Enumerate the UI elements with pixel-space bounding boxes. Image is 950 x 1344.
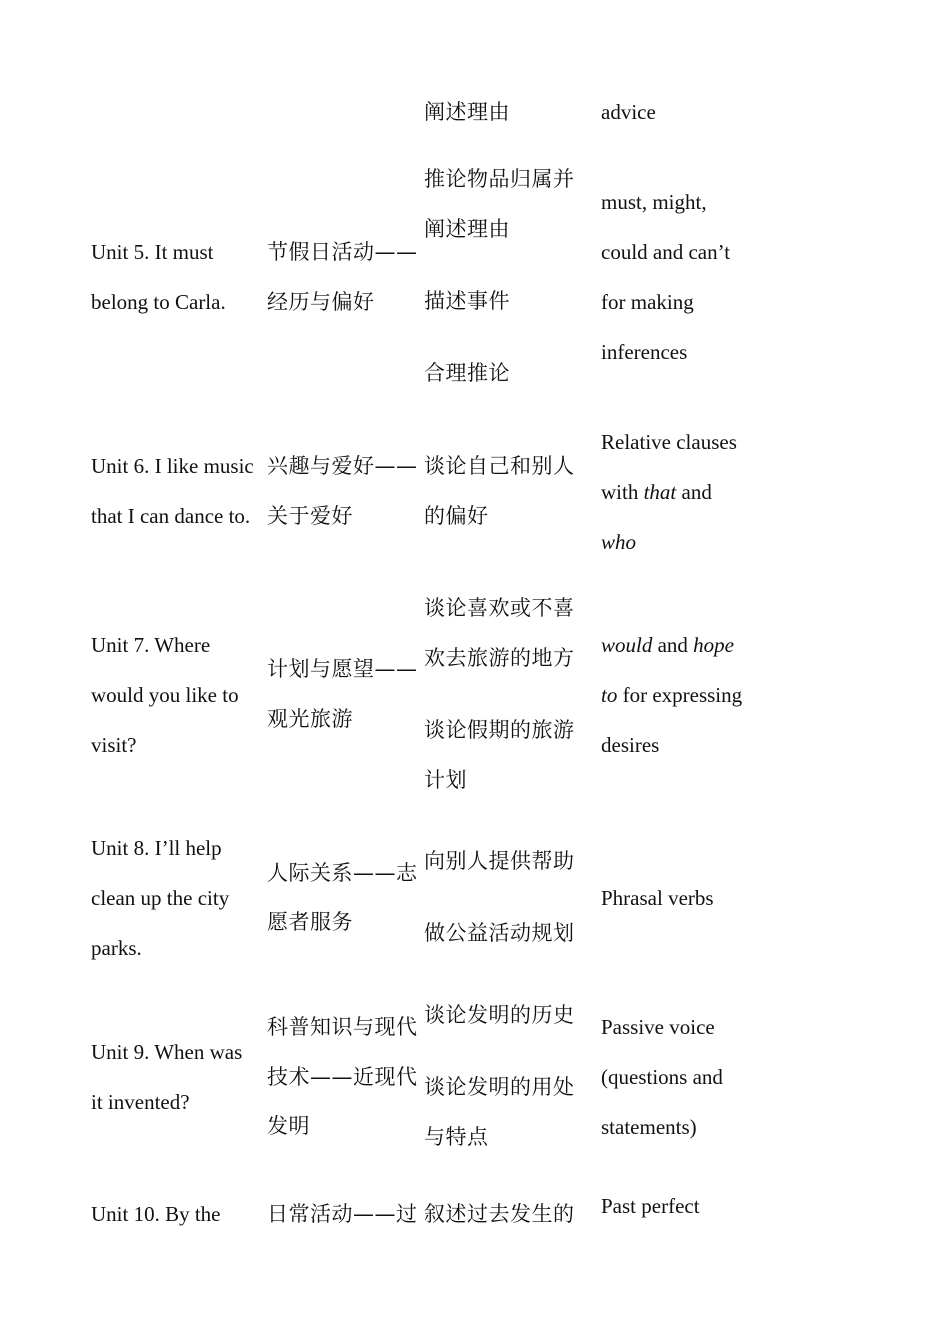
- grammar-text: would and hope: [601, 633, 734, 657]
- function-text: 与特点: [424, 1125, 489, 1149]
- unit-title: parks.: [91, 936, 142, 960]
- grammar-text: Passive voice: [601, 1015, 715, 1039]
- grammar-text: to for expressing: [601, 683, 743, 707]
- function-text: 计划: [424, 768, 467, 792]
- grammar-text: Relative clauses: [601, 430, 737, 454]
- function-text: 谈论自己和别人: [424, 454, 575, 478]
- topic-text: 发明: [267, 1114, 310, 1138]
- topic-text: 技术——近现代: [267, 1065, 418, 1089]
- grammar-text: inferences: [601, 340, 688, 364]
- function-text: 谈论发明的历史: [424, 1003, 575, 1027]
- unit-title: clean up the city: [91, 886, 230, 910]
- topic-text: 日常活动——过: [267, 1202, 418, 1226]
- topic-text: 科普知识与现代: [267, 1015, 418, 1039]
- topic-text: 节假日活动——: [267, 240, 418, 264]
- function-text: 谈论假期的旅游: [424, 718, 575, 742]
- unit-title: Unit 9. When was: [91, 1040, 243, 1064]
- function-text: 阐述理由: [424, 217, 510, 241]
- topic-text: 愿者服务: [267, 910, 353, 934]
- function-text: 叙述过去发生的: [424, 1202, 575, 1226]
- unit-title: visit?: [91, 733, 137, 757]
- grammar-text: Past perfect: [601, 1194, 700, 1218]
- unit-title: Unit 6. I like music: [91, 454, 254, 478]
- function-text: 阐述理由: [424, 100, 510, 124]
- topic-text: 关于爱好: [267, 504, 353, 528]
- grammar-text: with that and: [601, 480, 712, 504]
- topic-text: 兴趣与爱好——: [267, 454, 418, 478]
- function-text: 向别人提供帮助: [424, 849, 575, 873]
- grammar-text: desires: [601, 733, 660, 757]
- function-text: 谈论发明的用处: [424, 1075, 575, 1099]
- unit-title: would you like to: [91, 683, 239, 707]
- grammar-text: advice: [601, 100, 656, 124]
- function-text: 的偏好: [424, 504, 489, 528]
- unit-title: Unit 5. It must: [91, 240, 214, 264]
- topic-text: 人际关系——志: [267, 861, 418, 885]
- grammar-text: who: [601, 530, 637, 554]
- unit-title: it invented?: [91, 1090, 190, 1114]
- function-text: 谈论喜欢或不喜: [424, 596, 575, 620]
- function-text: 欢去旅游的地方: [424, 646, 575, 670]
- grammar-text: Phrasal verbs: [601, 886, 714, 910]
- unit-title: Unit 8. I’ll help: [91, 836, 222, 860]
- unit-title: belong to Carla.: [91, 290, 226, 314]
- unit-title: that I can dance to.: [91, 504, 251, 528]
- topic-text: 经历与偏好: [267, 290, 375, 314]
- function-text: 做公益活动规划: [424, 921, 575, 945]
- grammar-text: for making: [601, 290, 694, 314]
- grammar-text: statements): [601, 1115, 697, 1139]
- unit-title: Unit 7. Where: [91, 633, 211, 657]
- topic-text: 计划与愿望——: [267, 657, 418, 681]
- topic-text: 观光旅游: [267, 707, 353, 731]
- grammar-text: (questions and: [601, 1065, 723, 1089]
- function-text: 描述事件: [424, 289, 510, 313]
- grammar-text: must, might,: [601, 190, 707, 214]
- unit-title: Unit 10. By the: [91, 1202, 221, 1226]
- grammar-text: could and can’t: [601, 240, 731, 264]
- function-text: 合理推论: [424, 361, 510, 385]
- function-text: 推论物品归属并: [424, 167, 575, 191]
